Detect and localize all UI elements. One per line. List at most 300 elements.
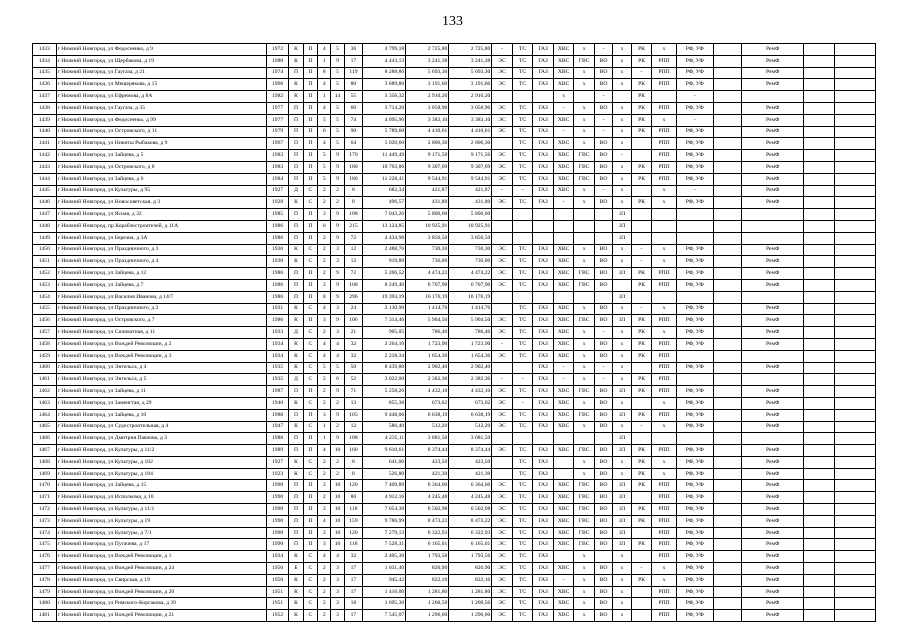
address-cell: г Нижний Новгород, ул Зайцева, д 10 — [56, 409, 266, 421]
table-cell — [742, 220, 804, 232]
table-cell — [713, 504, 742, 516]
table-cell: 4 — [318, 338, 331, 350]
table-cell: 512,20 — [406, 421, 449, 433]
table-cell: РПП — [652, 55, 677, 67]
table-cell — [713, 468, 742, 480]
table-cell — [631, 138, 652, 150]
table-cell: 1952 — [266, 610, 289, 622]
table-cell: 9 171,50 — [449, 150, 492, 162]
table-cell: 9 544,91 — [406, 173, 449, 185]
table-cell: ВО — [594, 173, 612, 185]
table-cell — [834, 386, 875, 398]
table-cell — [631, 551, 652, 563]
table-cell: 105 — [344, 409, 362, 421]
table-cell: С — [303, 374, 317, 386]
table-cell: х — [613, 138, 631, 150]
table-cell: х — [574, 327, 595, 339]
table-cell — [834, 445, 875, 457]
table-cell: ТС — [512, 138, 533, 150]
table-cell: ТС — [512, 598, 533, 610]
table-cell: 3 — [318, 315, 331, 327]
table-cell — [713, 173, 742, 185]
table-cell: 1986 — [266, 232, 289, 244]
table-cell: ВО — [594, 586, 612, 598]
table-body — [33, 44, 876, 622]
table-row — [33, 79, 876, 91]
table-cell: 120 — [344, 527, 362, 539]
table-cell — [834, 173, 875, 185]
table-row — [33, 374, 876, 386]
table-cell: 4 432,10 — [449, 386, 492, 398]
table-cell: ХВС — [553, 44, 574, 56]
table-cell: 9 610,61 — [363, 445, 406, 457]
address-cell: г Нижний Новгород, ул Федосеенко, д 9 — [56, 44, 266, 56]
table-cell: РФ, УФ — [676, 539, 713, 551]
table-cell: ВО — [594, 515, 612, 527]
table-cell: РФ, УФ — [676, 315, 713, 327]
table-cell: ЭС — [492, 598, 513, 610]
table-cell: П — [303, 291, 317, 303]
table-cell: х — [613, 456, 631, 468]
table-cell: 8 374,44 — [406, 445, 449, 457]
table-cell: - — [492, 185, 513, 197]
table-cell: РФ, УФ — [676, 173, 713, 185]
table-cell — [713, 527, 742, 539]
table-cell: ХВС — [553, 492, 574, 504]
table-cell: 673,02 — [449, 397, 492, 409]
table-cell: ВО — [594, 563, 612, 575]
table-cell: РФ, УФ — [676, 44, 713, 56]
table-cell: С — [303, 338, 317, 350]
table-cell: х — [574, 421, 595, 433]
table-cell: х — [574, 244, 595, 256]
table-cell: П — [289, 209, 303, 221]
table-cell: ЭС — [492, 409, 513, 421]
table-cell: х — [613, 67, 631, 79]
table-cell: 17 — [344, 55, 362, 67]
table-cell: 9 — [331, 409, 344, 421]
table-cell: ГАЗ — [533, 268, 554, 280]
table-cell: 1 031,40 — [363, 563, 406, 575]
table-cell: ХВС — [553, 504, 574, 516]
table-cell — [713, 102, 742, 114]
table-cell — [553, 220, 574, 232]
table-cell: 4 434,98 — [363, 232, 406, 244]
table-cell — [676, 209, 713, 221]
table-cell — [713, 150, 742, 162]
address-cell: г Нижний Новгород, ул Заменгтая, д 29 — [56, 397, 266, 409]
table-cell — [834, 114, 875, 126]
table-cell: - — [594, 374, 612, 386]
table-cell: 4 — [331, 350, 344, 362]
table-cell: РПП — [652, 126, 677, 138]
table-cell: ТС — [512, 102, 533, 114]
address-cell: г Нижний Новгород, ул Островского, д 11 — [56, 126, 266, 138]
table-cell: ЭС — [492, 539, 513, 551]
table-cell: ТС — [512, 492, 533, 504]
table-cell: РК — [631, 338, 652, 350]
table-cell: П — [289, 433, 303, 445]
table-cell: 3 — [331, 563, 344, 575]
table-cell — [804, 362, 835, 374]
table-cell: ВО — [594, 303, 612, 315]
table-cell — [834, 492, 875, 504]
table-cell: 4 235,11 — [363, 433, 406, 445]
table-cell: РФ, УФ — [676, 409, 713, 421]
table-cell — [804, 350, 835, 362]
table-cell: х — [574, 456, 595, 468]
table-cell: 4 245,48 — [406, 492, 449, 504]
table-cell — [631, 527, 652, 539]
table-cell — [834, 91, 875, 103]
table-cell: П — [289, 279, 303, 291]
table-cell: 7 654,38 — [363, 504, 406, 516]
table-cell — [713, 421, 742, 433]
table-cell: 855,38 — [363, 397, 406, 409]
table-cell: К — [289, 598, 303, 610]
address-cell: г Нижний Новгород, ул Островского, д 7 — [56, 315, 266, 327]
table-cell: П — [303, 79, 317, 91]
table-cell: ГАЗ — [533, 197, 554, 209]
row-number-cell: 1439 — [33, 114, 57, 126]
table-cell: 17 — [344, 563, 362, 575]
table-cell: 421,87 — [449, 185, 492, 197]
table-cell: Д — [289, 185, 303, 197]
table-cell: ХВС — [553, 55, 574, 67]
table-cell: х — [574, 185, 595, 197]
table-row — [33, 150, 876, 162]
table-cell: х — [613, 563, 631, 575]
table-cell: ГАЗ — [533, 480, 554, 492]
table-row — [33, 362, 876, 374]
table-cell: х — [574, 338, 595, 350]
address-cell: г Нижний Новгород, ул Зайцева, д 5 — [56, 150, 266, 162]
table-cell: К — [289, 256, 303, 268]
table-cell: 6 502,98 — [449, 504, 492, 516]
table-cell — [713, 445, 742, 457]
table-cell — [631, 150, 652, 162]
table-cell: 1 654,30 — [406, 350, 449, 362]
table-cell: ГАЗ — [533, 504, 554, 516]
table-cell: ЭС — [492, 480, 513, 492]
table-cell: 8 — [318, 291, 331, 303]
table-cell: 1 260,50 — [449, 598, 492, 610]
table-cell: 1 281,80 — [406, 586, 449, 598]
table-cell: РФ, УФ — [676, 421, 713, 433]
row-number-cell: 1456 — [33, 315, 57, 327]
address-cell: г Нижний Новгород, ул Щербакова, д 19 — [56, 55, 266, 67]
table-cell: ЗЛ — [613, 445, 631, 457]
table-cell: ЭС — [492, 67, 513, 79]
table-cell: 431,80 — [406, 197, 449, 209]
table-cell — [713, 79, 742, 91]
table-cell: 5 — [318, 173, 331, 185]
table-cell: 2 — [318, 232, 331, 244]
table-cell: ВО — [594, 480, 612, 492]
table-cell: РК — [631, 456, 652, 468]
table-cell: РК — [631, 574, 652, 586]
table-cell: х — [574, 350, 595, 362]
table-cell: 1934 — [266, 551, 289, 563]
table-cell: 2 — [318, 598, 331, 610]
table-cell: П — [303, 539, 317, 551]
table-cell: ЗЛ — [613, 433, 631, 445]
table-cell: ХВС — [553, 397, 574, 409]
table-cell — [713, 279, 742, 291]
table-cell: РемФ — [742, 138, 804, 150]
table-cell: 159 — [344, 515, 362, 527]
table-cell: 9 544,91 — [449, 173, 492, 185]
table-cell: П — [303, 232, 317, 244]
table-cell: 512,20 — [449, 421, 492, 433]
table-cell: ГАЗ — [533, 563, 554, 575]
table-cell — [834, 256, 875, 268]
table-cell: 5 258,26 — [363, 386, 406, 398]
table-cell: РФ, УФ — [676, 67, 713, 79]
table-cell — [713, 610, 742, 622]
row-number-cell: 1450 — [33, 244, 57, 256]
table-cell: 6 — [318, 220, 331, 232]
table-row — [33, 102, 876, 114]
table-cell: 7 314,46 — [363, 315, 406, 327]
row-number-cell: 1440 — [33, 126, 57, 138]
address-cell: г Нижний Новгород, ул Культуры, д 95 — [56, 185, 266, 197]
table-cell: К — [289, 468, 303, 480]
table-cell: ЭС — [492, 492, 513, 504]
table-cell: х — [613, 574, 631, 586]
table-cell: 32 — [344, 338, 362, 350]
table-cell — [834, 527, 875, 539]
table-cell: ГАЗ — [533, 256, 554, 268]
row-number-cell: 1474 — [33, 527, 57, 539]
table-cell — [713, 268, 742, 280]
table-cell — [804, 515, 835, 527]
table-cell: 5 — [331, 126, 344, 138]
table-cell: РПП — [652, 150, 677, 162]
table-cell: 4 — [318, 445, 331, 457]
table-cell: 5 904,50 — [449, 315, 492, 327]
table-row — [33, 563, 876, 575]
table-cell: 1988 — [266, 433, 289, 445]
table-cell: С — [303, 185, 317, 197]
table-cell: ЭС — [492, 279, 513, 291]
table-cell — [631, 397, 652, 409]
table-cell — [676, 374, 713, 386]
table-cell: ЭС — [492, 126, 513, 138]
table-cell: 4 245,48 — [449, 492, 492, 504]
table-cell: ТС — [512, 586, 533, 598]
table-cell: 4 474,22 — [406, 268, 449, 280]
table-cell: 9 — [331, 279, 344, 291]
table-cell: ГАЗ — [533, 456, 554, 468]
table-cell: К — [289, 303, 303, 315]
address-cell: г Нижний Новгород, ул Березна, д 3А — [56, 232, 266, 244]
table-cell: ВО — [594, 492, 612, 504]
table-cell — [512, 291, 533, 303]
table-cell: х — [613, 374, 631, 386]
table-cell: 2 806,30 — [449, 138, 492, 150]
table-cell: РПП — [652, 492, 677, 504]
table-cell: К — [289, 44, 303, 56]
table-cell: 8 249,40 — [363, 279, 406, 291]
table-cell: ЭС — [492, 527, 513, 539]
table-cell: 1990 — [266, 492, 289, 504]
table-cell: 9 — [331, 209, 344, 221]
table-cell: РПП — [652, 586, 677, 598]
table-cell: ВО — [594, 161, 612, 173]
table-cell: 21 — [344, 327, 362, 339]
table-cell: 1935 — [266, 374, 289, 386]
table-cell: ЗЛ — [613, 268, 631, 280]
table-cell: ГВС — [574, 539, 595, 551]
table-cell: К — [289, 244, 303, 256]
table-cell — [631, 220, 652, 232]
table-cell: С — [303, 362, 317, 374]
table-cell: 11 449,49 — [363, 150, 406, 162]
table-cell: 1977 — [266, 102, 289, 114]
table-row — [33, 409, 876, 421]
table-cell: ХВС — [553, 173, 574, 185]
table-cell — [834, 421, 875, 433]
table-cell: П — [289, 232, 303, 244]
table-cell: 1990 — [266, 480, 289, 492]
table-cell: ГАЗ — [533, 586, 554, 598]
table-cell: РК — [631, 55, 652, 67]
table-cell: 2 910,20 — [406, 91, 449, 103]
address-cell: г Нижний Новгород, ул Ясная, д 32 — [56, 209, 266, 221]
table-cell: 7 279,13 — [363, 527, 406, 539]
table-cell: 730,30 — [406, 244, 449, 256]
table-cell: ЗЛ — [613, 515, 631, 527]
table-cell: РПП — [652, 362, 677, 374]
row-number-cell: 1451 — [33, 256, 57, 268]
table-cell: х — [574, 586, 595, 598]
table-cell: ТС — [512, 161, 533, 173]
table-cell: К — [289, 586, 303, 598]
table-cell: 3 241,38 — [406, 55, 449, 67]
table-cell: х — [613, 327, 631, 339]
address-cell: г Нижний Новгород, ул Судостроительная, д 4 — [56, 421, 266, 433]
table-cell: П — [289, 102, 303, 114]
table-cell — [553, 291, 574, 303]
table-cell: РемФ — [742, 480, 804, 492]
table-cell — [631, 610, 652, 622]
table-cell: РПП — [652, 610, 677, 622]
table-cell: 8 — [344, 468, 362, 480]
table-cell — [713, 291, 742, 303]
table-cell: ГАЗ — [533, 150, 554, 162]
row-number-cell: 1445 — [33, 185, 57, 197]
table-cell: Б — [289, 563, 303, 575]
table-cell — [804, 303, 835, 315]
table-cell — [713, 338, 742, 350]
row-number-cell: 1442 — [33, 150, 57, 162]
table-cell: РФ, УФ — [676, 397, 713, 409]
table-cell — [652, 433, 677, 445]
table-cell — [804, 150, 835, 162]
table-cell — [492, 433, 513, 445]
table-cell: 682,34 — [363, 185, 406, 197]
table-cell: ГАЗ — [533, 374, 554, 386]
table-cell: С — [303, 610, 317, 622]
table-cell: 10 — [331, 539, 344, 551]
table-cell: РФ, УФ — [676, 563, 713, 575]
table-cell: 9 — [331, 161, 344, 173]
table-cell: ТС — [512, 197, 533, 209]
table-cell: ГАЗ — [533, 574, 554, 586]
table-cell — [804, 456, 835, 468]
table-cell — [834, 563, 875, 575]
table-cell: х — [613, 421, 631, 433]
table-cell — [804, 279, 835, 291]
table-cell: 6 322,93 — [449, 527, 492, 539]
table-cell: 421,87 — [406, 185, 449, 197]
table-cell: - — [631, 67, 652, 79]
table-row — [33, 303, 876, 315]
table-cell: 1934 — [266, 338, 289, 350]
table-cell: 80 — [344, 79, 362, 91]
table-cell: 18 — [344, 598, 362, 610]
table-cell: РК — [631, 173, 652, 185]
table-cell: ТС — [512, 338, 533, 350]
table-cell: 2 — [318, 374, 331, 386]
table-cell: - — [631, 244, 652, 256]
table-cell — [834, 456, 875, 468]
table-cell: ВО — [594, 504, 612, 516]
table-cell: - — [676, 91, 713, 103]
table-cell: ХВС — [553, 138, 574, 150]
table-cell: ЭС — [492, 386, 513, 398]
table-cell: ТС — [512, 67, 533, 79]
table-cell: ЭС — [492, 161, 513, 173]
table-cell: Д — [289, 327, 303, 339]
table-cell — [834, 79, 875, 91]
table-cell: 3 022,00 — [363, 374, 406, 386]
row-number-cell: 1468 — [33, 456, 57, 468]
table-cell: 7 409,89 — [363, 480, 406, 492]
table-cell: ГВС — [574, 492, 595, 504]
table-cell: РК — [631, 409, 652, 421]
table-cell: х — [613, 551, 631, 563]
table-cell — [804, 563, 835, 575]
table-cell: ХВС — [553, 256, 574, 268]
table-cell: 7 043,20 — [363, 209, 406, 221]
table-cell: - — [613, 150, 631, 162]
row-number-cell: 1479 — [33, 586, 57, 598]
table-cell: ГАЗ — [533, 610, 554, 622]
table-cell: РК — [631, 126, 652, 138]
table-cell: ХВС — [553, 515, 574, 527]
table-cell: РПП — [652, 138, 677, 150]
table-cell: ВО — [594, 338, 612, 350]
table-row — [33, 114, 876, 126]
table-cell: 2 — [318, 185, 331, 197]
table-row — [33, 315, 876, 327]
address-cell: г Нижний Новгород, ул Праздничного, д 2 — [56, 303, 266, 315]
table-cell: 4 443,13 — [363, 55, 406, 67]
table-cell: 1951 — [266, 598, 289, 610]
table-cell: х — [574, 256, 595, 268]
table-cell — [834, 102, 875, 114]
table-cell: ГАЗ — [533, 327, 554, 339]
table-cell: РемФ — [742, 327, 804, 339]
table-cell: РемФ — [742, 79, 804, 91]
table-cell — [492, 91, 513, 103]
row-number-cell: 1444 — [33, 173, 57, 185]
table-cell: П — [289, 67, 303, 79]
table-cell: РФ, УФ — [676, 610, 713, 622]
row-number-cell: 1476 — [33, 551, 57, 563]
